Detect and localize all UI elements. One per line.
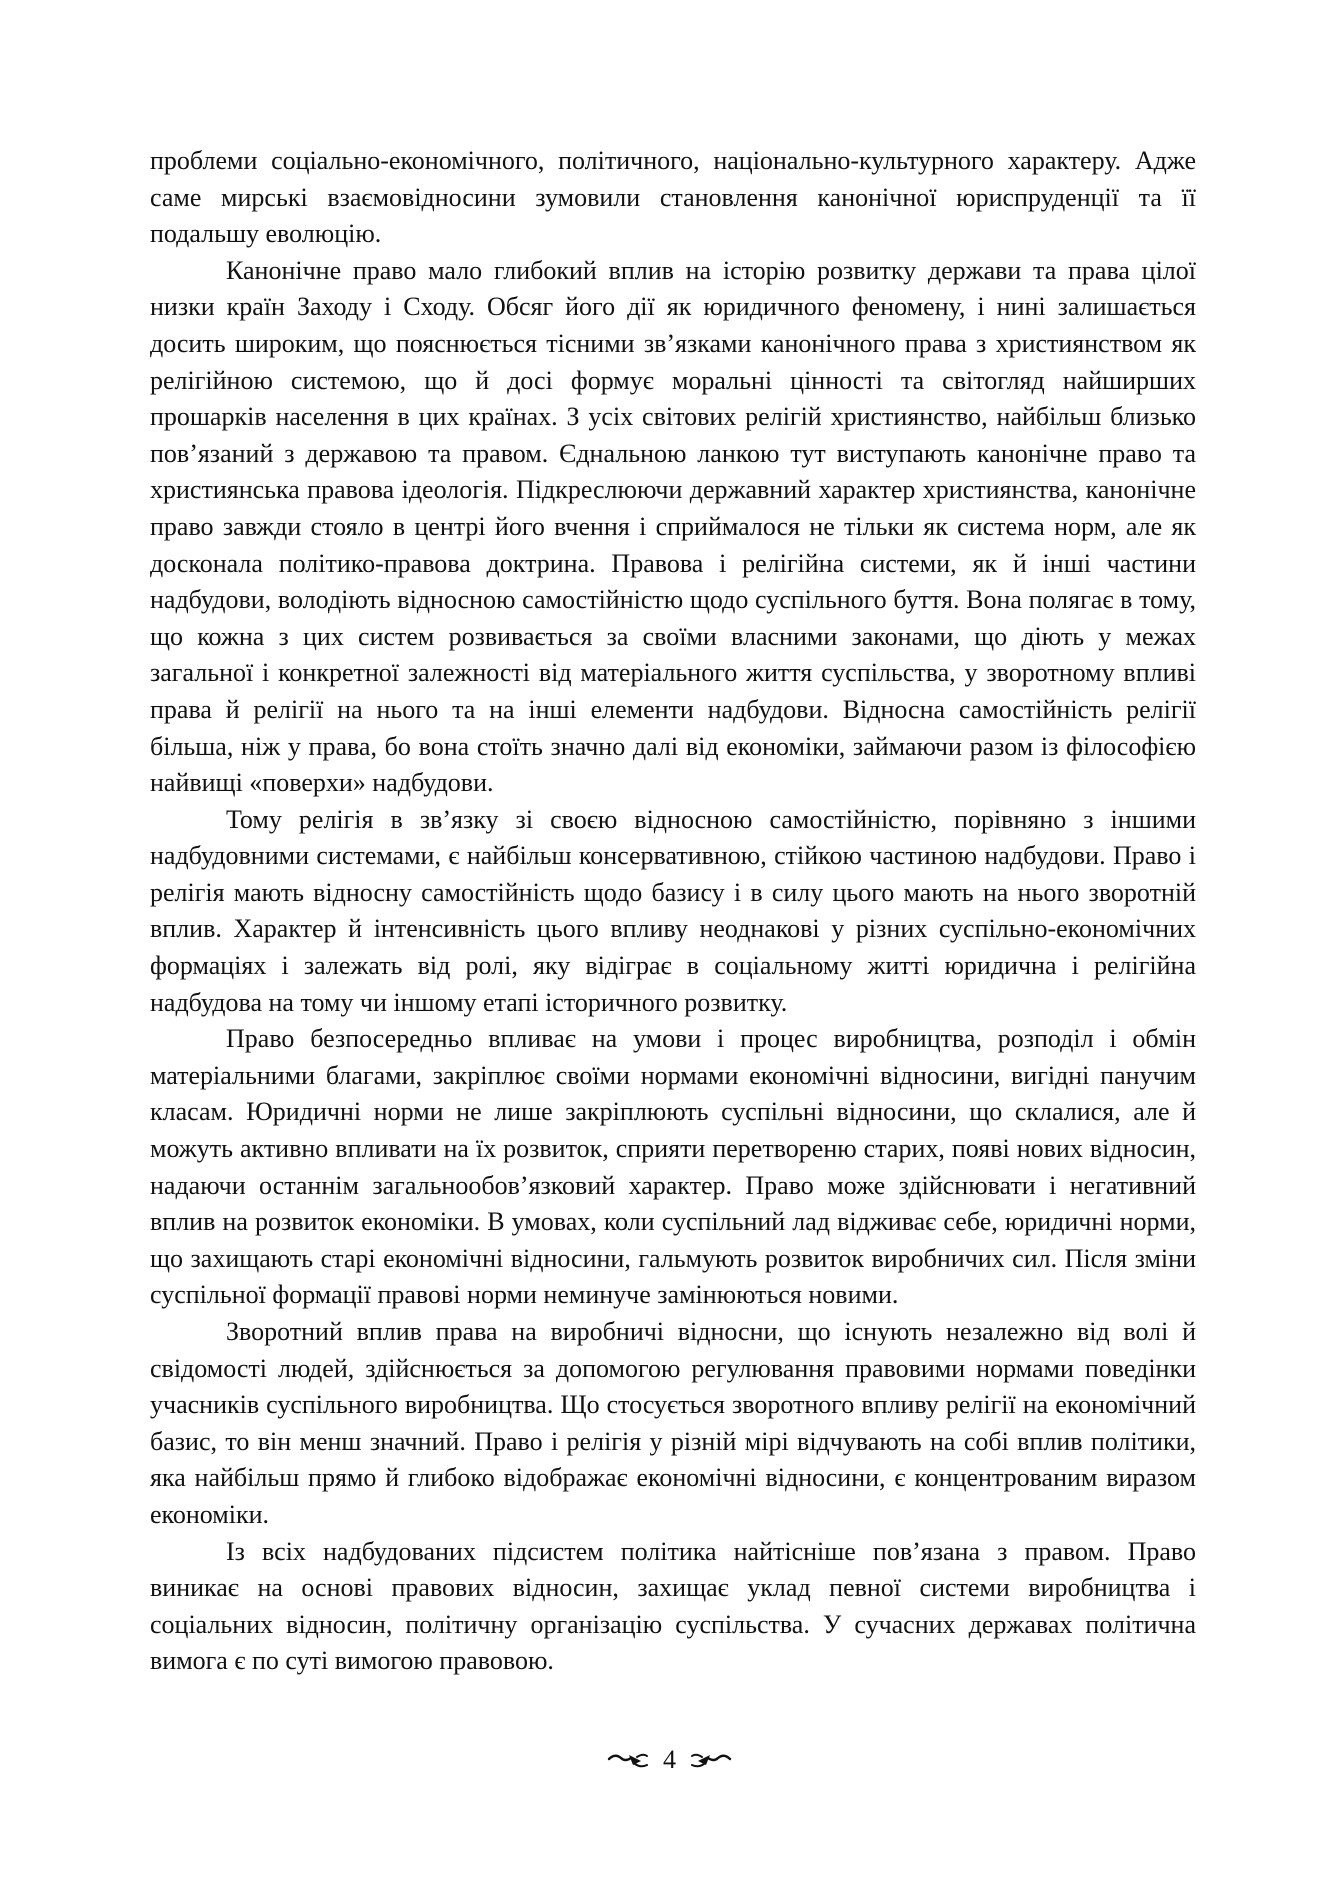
page-footer	[0, 1740, 1339, 1780]
paragraph-5: Зворотний вплив права на виробничі відносни, що існують незалежно від волі й свідомості людей, здійснюється за допомогою регулювання правовими нормами поведінки учасників суспільного виробництва. Що стосується зворотного впливу релігії на економічний базис, то він менш значний. Право і релігія у різній мірі відчувають на собі вплив політики, яка найбільш прямо й глибоко відображає економічні відносини, є концентрованим виразом економіки.	[150, 1317, 1196, 1529]
paragraph-2: Канонічне право мало глибокий вплив на історію розвитку держави та права цілої низки країн Заходу і Сходу. Обсяг його дії як юридичного феномену, і нині залишається досить широким, що пояснюється тісними зв’язками канонічного права з християнством як релігійною системою, що й досі формує моральні цінності та світогляд найширших прошарків населення в цих країнах. З усіх світових релігій християнство, найбільш близько пов’язаний з державою та правом. Єднальною ланкою тут виступають канонічне право та християнська правова ідеологія. Підкреслюючи державний характер християнства, канонічне право завжди стояло в центрі його вчення і сприймалося не тільки як система норм, але як досконала політико-правова доктрина. Правова і релігійна системи, як й інші частини надбудови, володіють відносною самостійністю щодо суспільного буття. Вона полягає в тому, що кожна з цих систем розвивається за своїми власними законами, що діють у межах загальної і конкретної залежності від матеріального життя суспільства, у зворотному впливі права й релігії на нього та на інші елементи надбудови. Відносна самостійність релігії більша, ніж у права, бо вона стоїть значно далі від економіки, займаючи разом із філософією найвищі «поверхи» надбудови.	[150, 255, 1196, 798]
ornament-right-icon	[690, 1751, 732, 1769]
paragraph-4: Право безпосередньо впливає на умови і процес виробництва, розподіл і обмін матеріальними благами, закріплює своїми нормами економічні відносини, вигідні панучим класам. Юридичні норми не лише закріплюють суспільні відносини, що склалися, але й можуть активно впливати на їх розвиток, сприяти перетвореню старих, появі нових відносин, надаючи останнім загальнообов’язковий характер. Право може здійснювати і негативний вплив на розвиток економіки. В умовах, коли суспільний лад відживає себе, юридичні норми, що захищають старі економічні відносини, гальмують розвиток виробничих сил. Після зміни суспільної формації правові норми неминуче замінюються новими.	[150, 1024, 1196, 1310]
paragraph-6: Із всіх надбудованих підсистем політика найтісніше пов’язана з правом. Право виникає на основі правових відносин, захищає уклад певної системи виробництва і соціальних відносин, політичну організацію суспільства. У сучасних державах політична вимога є по суті вимогою правовою.	[150, 1536, 1196, 1676]
body-text	[150, 143, 1196, 1680]
page-number: 4	[663, 1745, 676, 1774]
paragraph-1: проблеми соціально-економічного, політичного, національно-культурного характеру. Адже саме мирські взаємовідносини зумовили становлення канонічної юриспруденції та її подальшу еволюцію.	[150, 146, 1196, 249]
paragraph-3: Тому релігія в зв’язку зі своєю відносною самостійністю, порівняно з іншими надбудовними системами, є найбільш консервативною, стійкою частиною надбудови. Право і релігія мають відносну самостійність щодо базису і в силу цього мають на нього зворотній вплив. Характер й інтенсивність цього впливу неоднакові у різних суспільно-економічних формаціях і залежать від ролі, яку відіграє в соціальному житті юридична і релігійна надбудова на тому чи іншому етапі історичного розвитку.	[150, 804, 1196, 1017]
ornament-left-icon	[607, 1751, 649, 1769]
